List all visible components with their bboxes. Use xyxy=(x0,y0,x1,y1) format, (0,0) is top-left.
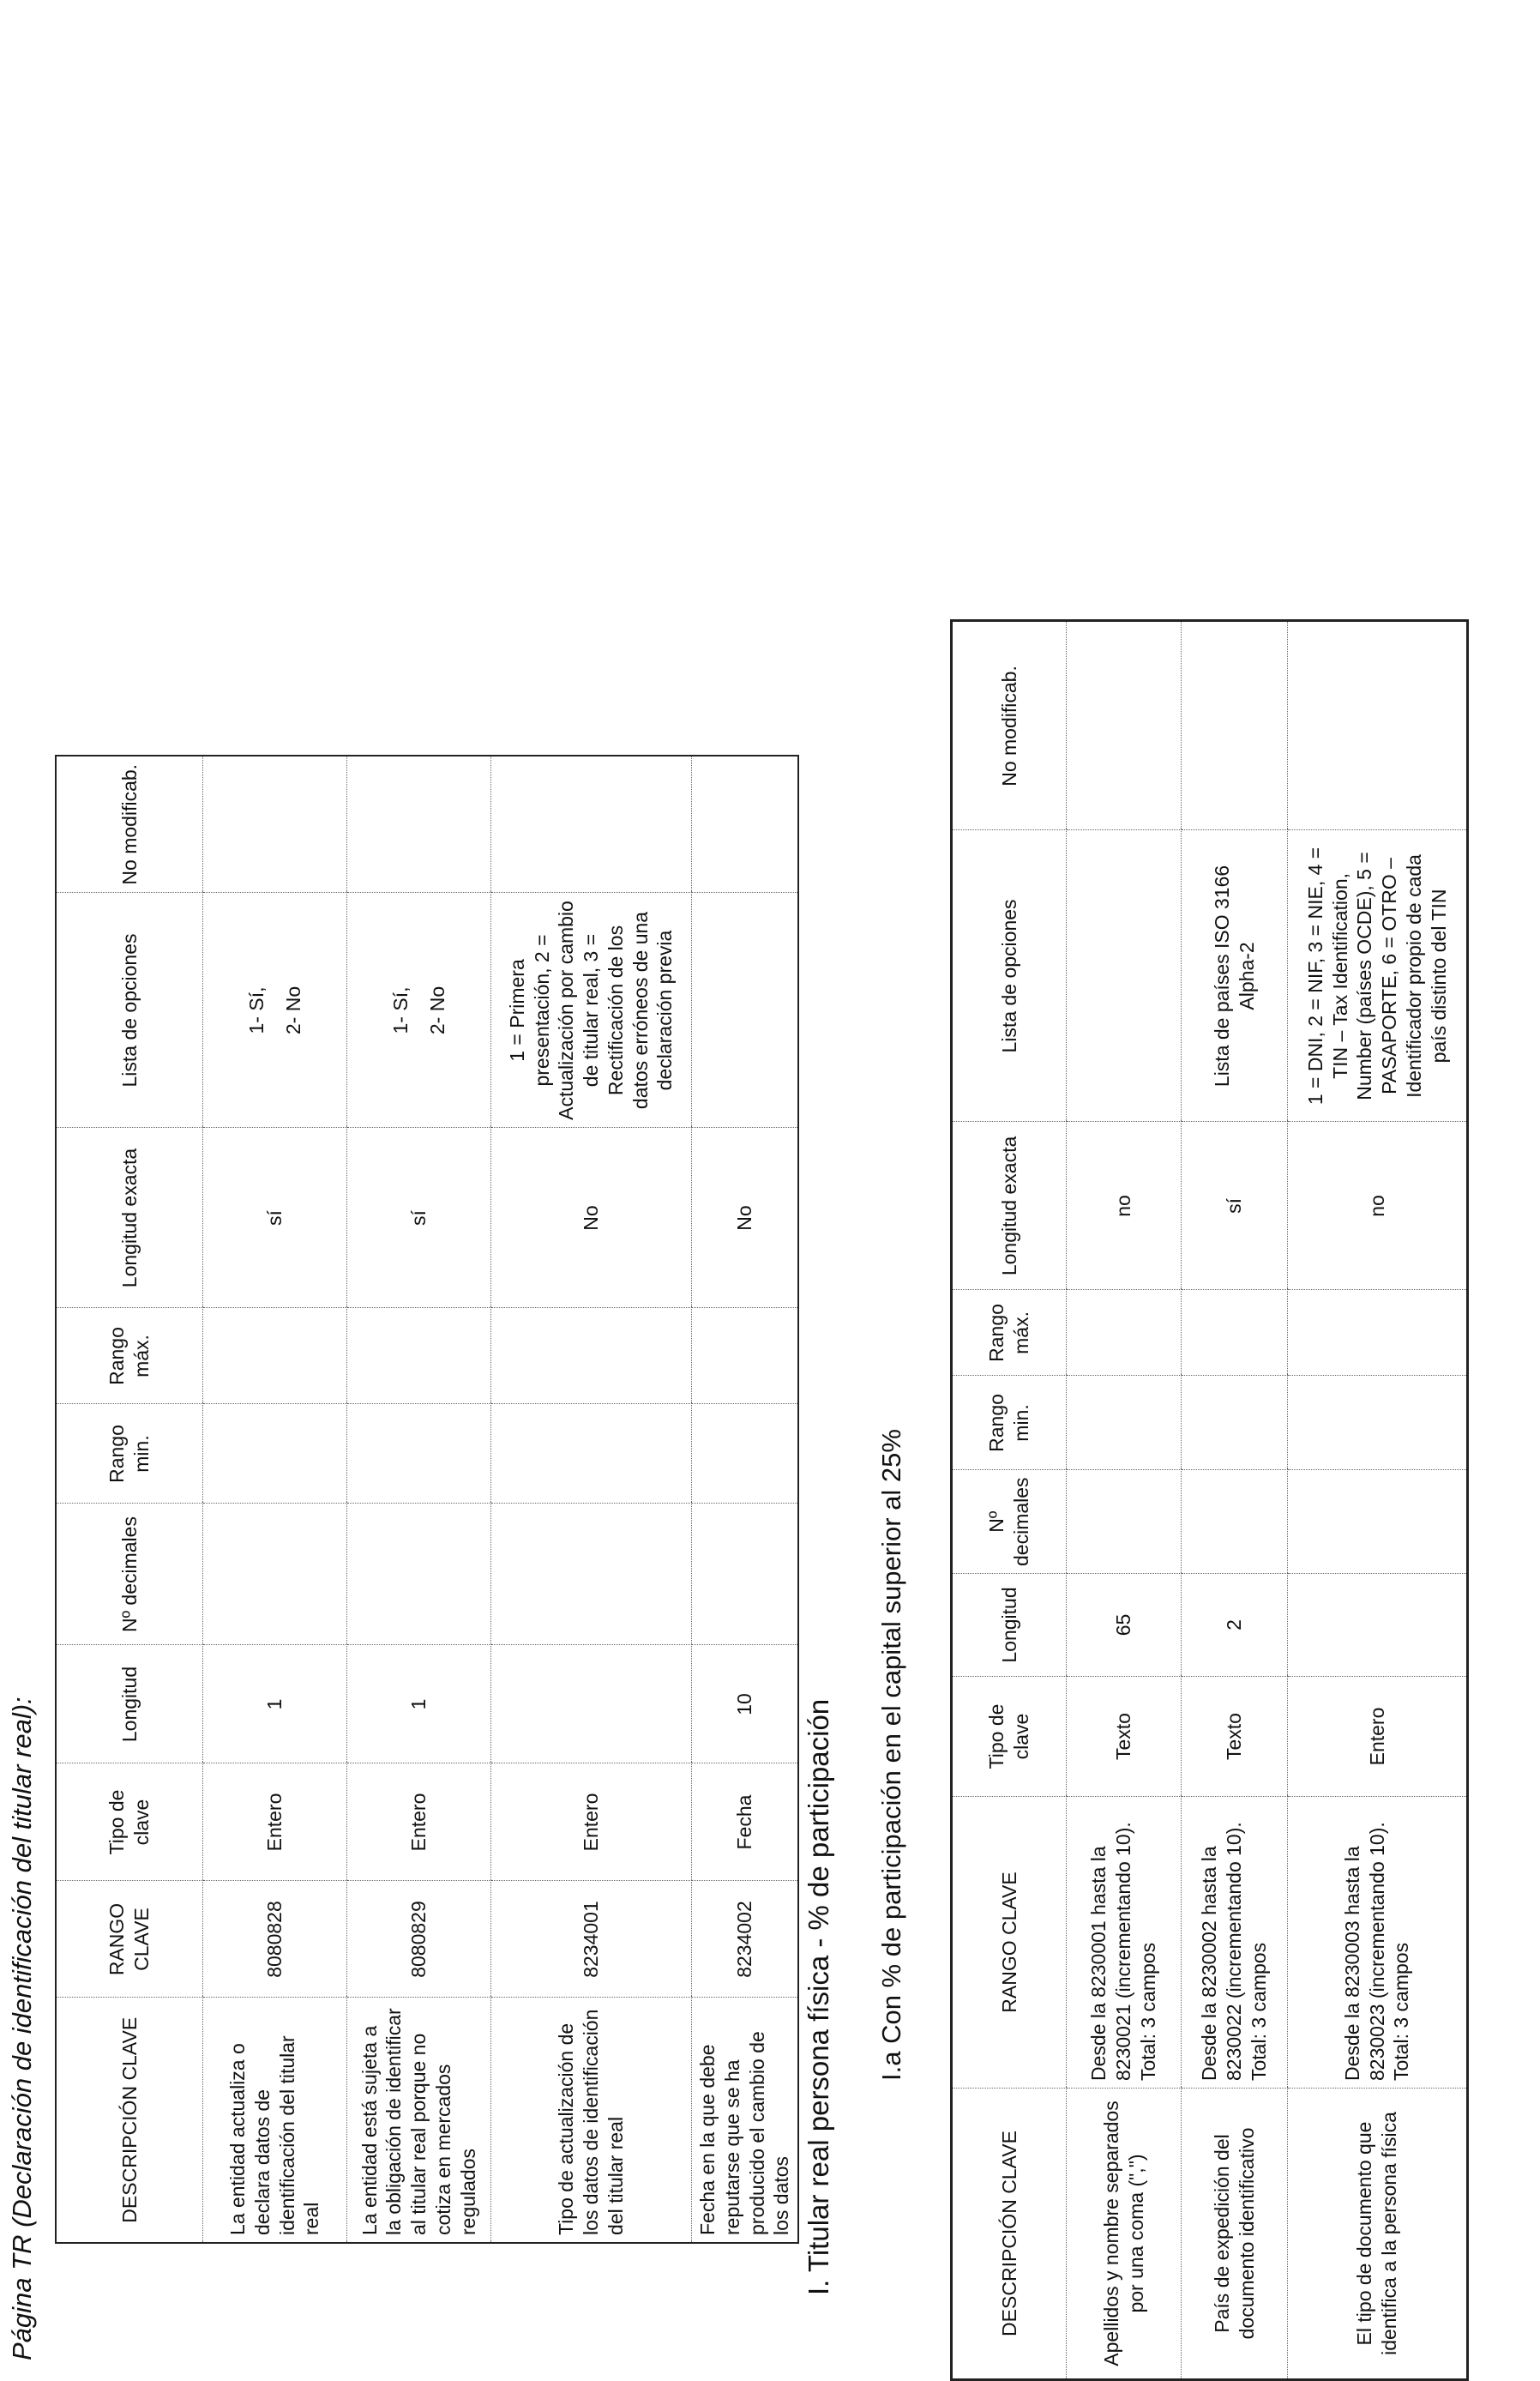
key-decimals xyxy=(1182,1470,1288,1574)
key-decimals xyxy=(692,1504,799,1645)
key-description: El tipo de documento que identifica a la persona física xyxy=(1288,2089,1468,2380)
key-range-min xyxy=(1182,1376,1288,1470)
key-range-min xyxy=(1067,1376,1182,1470)
key-range: Desde la 8230002 hasta la 8230022 (incrementando 10). Total: 3 campos xyxy=(1182,1797,1288,2089)
keys-table-tr xyxy=(55,755,799,2244)
column-header: Lista de opciones xyxy=(56,893,203,1128)
key-not-modifiable xyxy=(1288,621,1468,830)
key-not-modifiable xyxy=(491,756,692,893)
key-not-modifiable xyxy=(692,756,799,893)
key-range: 8234002 xyxy=(692,1881,799,1998)
key-not-modifiable xyxy=(1067,621,1182,830)
key-type: Texto xyxy=(1067,1677,1182,1797)
key-range-min xyxy=(491,1404,692,1504)
column-header: Rango máx. xyxy=(56,1308,203,1404)
key-range: 8234001 xyxy=(491,1881,692,1998)
table-header-row xyxy=(952,621,1067,2380)
table-row xyxy=(203,756,347,2243)
key-range-max xyxy=(1288,1290,1468,1376)
section-title: I. Titular real persona física - % de participación xyxy=(803,1698,834,2295)
key-length: 10 xyxy=(692,1645,799,1763)
column-header: Rango min. xyxy=(56,1404,203,1504)
column-header: Longitud xyxy=(56,1645,203,1763)
column-header: RANGO CLAVE xyxy=(56,1881,203,1998)
key-length xyxy=(1288,1574,1468,1677)
subsection-title: I.a Con % de participación en el capital superior al 25% xyxy=(876,1429,906,2081)
key-length: 1 xyxy=(203,1645,347,1763)
key-options: 1 = DNI, 2 = NIF, 3 = NIE, 4 = TIN – Tax Identification, Number (países OCDE), 5 = PASAPORTE, 6 = OTRO – Identificador propio de cada país distinto del TIN xyxy=(1288,830,1468,1122)
key-description: Tipo de actualización de los datos de identificación del titular real xyxy=(491,1998,692,2243)
key-type: Fecha xyxy=(692,1763,799,1881)
key-range-max xyxy=(491,1308,692,1404)
column-header: Rango máx. xyxy=(952,1290,1067,1376)
key-range-max xyxy=(1067,1290,1182,1376)
key-range: Desde la 8230001 hasta la 8230021 (incrementando 10). Total: 3 campos xyxy=(1067,1797,1182,2089)
key-exact-length: sí xyxy=(203,1128,347,1308)
key-options xyxy=(692,893,799,1128)
column-header: Nº decimales xyxy=(56,1504,203,1645)
key-range: 8080828 xyxy=(203,1881,347,1998)
column-header: Tipo de clave xyxy=(952,1677,1067,1797)
option-item: 2- No xyxy=(425,986,448,1035)
key-not-modifiable xyxy=(1182,621,1288,830)
key-decimals xyxy=(491,1504,692,1645)
page-title: Página TR (Declaración de identificación del titular real): xyxy=(7,1697,37,2360)
key-length: 2 xyxy=(1182,1574,1288,1677)
column-header: Nº decimales xyxy=(952,1470,1067,1574)
column-header: Longitud exacta xyxy=(952,1122,1067,1290)
column-header: Longitud xyxy=(952,1574,1067,1677)
column-header: No modificab. xyxy=(56,756,203,893)
column-header: Tipo de clave xyxy=(56,1763,203,1881)
table-row xyxy=(491,756,692,2243)
key-exact-length: sí xyxy=(347,1128,491,1308)
key-description: País de expedición del documento identificativo xyxy=(1182,2089,1288,2380)
table-row xyxy=(347,756,491,2243)
key-exact-length: sí xyxy=(1182,1122,1288,1290)
key-not-modifiable xyxy=(347,756,491,893)
column-header: Longitud exacta xyxy=(56,1128,203,1308)
option-item: 2- No xyxy=(281,986,304,1035)
table-row xyxy=(1182,621,1288,2380)
key-decimals xyxy=(1288,1470,1468,1574)
column-header: RANGO CLAVE xyxy=(952,1797,1067,2089)
key-options xyxy=(203,893,347,1128)
column-header: No modificab. xyxy=(952,621,1067,830)
key-options xyxy=(347,893,491,1128)
table-row xyxy=(1288,621,1468,2380)
key-length: 1 xyxy=(347,1645,491,1763)
keys-table-titular-real xyxy=(950,619,1469,2381)
key-description: Apellidos y nombre separados por una coma (",") xyxy=(1067,2089,1182,2380)
key-range-min xyxy=(347,1404,491,1504)
column-header: Rango min. xyxy=(952,1376,1067,1470)
key-decimals xyxy=(203,1504,347,1645)
key-description: La entidad actualiza o declara datos de identificación del titular real xyxy=(203,1998,347,2243)
key-options: Lista de países ISO 3166 Alpha-2 xyxy=(1182,830,1288,1122)
key-options xyxy=(1067,830,1182,1122)
key-range-max xyxy=(1182,1290,1288,1376)
key-type: Entero xyxy=(491,1763,692,1881)
key-range: Desde la 8230003 hasta la 8230023 (incrementando 10). Total: 3 campos xyxy=(1288,1797,1468,2089)
key-decimals xyxy=(1067,1470,1182,1574)
key-type: Entero xyxy=(203,1763,347,1881)
key-options: 1 = Primera presentación, 2 = Actualización por cambio de titular real, 3 = Rectificación de los datos erróneos de una declaración previa xyxy=(491,893,692,1128)
column-header: DESCRIPCIÓN CLAVE xyxy=(952,2089,1067,2380)
table-header-row xyxy=(56,756,203,2243)
option-item: 1- Sí, xyxy=(244,986,268,1034)
option-item: 1- Sí, xyxy=(388,986,412,1034)
key-range-min xyxy=(1288,1376,1468,1470)
key-exact-length: No xyxy=(491,1128,692,1308)
key-exact-length: No xyxy=(692,1128,799,1308)
table-row xyxy=(1067,621,1182,2380)
key-exact-length: no xyxy=(1288,1122,1468,1290)
key-range-max xyxy=(692,1308,799,1404)
key-description: Fecha en la que debe reputarse que se ha producido el cambio de los datos xyxy=(692,1998,799,2243)
key-range-max xyxy=(203,1308,347,1404)
key-range-max xyxy=(347,1308,491,1404)
key-type: Entero xyxy=(1288,1677,1468,1797)
column-header: Lista de opciones xyxy=(952,830,1067,1122)
key-range-min xyxy=(203,1404,347,1504)
key-length xyxy=(491,1645,692,1763)
key-range: 8080829 xyxy=(347,1881,491,1998)
key-decimals xyxy=(347,1504,491,1645)
key-type: Texto xyxy=(1182,1677,1288,1797)
key-exact-length: no xyxy=(1067,1122,1182,1290)
key-description: La entidad está sujeta a la obligación de identificar al titular real porque no cotiza en mercados regulados xyxy=(347,1998,491,2243)
key-type: Entero xyxy=(347,1763,491,1881)
table-row xyxy=(692,756,799,2243)
column-header: DESCRIPCIÓN CLAVE xyxy=(56,1998,203,2243)
key-range-min xyxy=(692,1404,799,1504)
key-not-modifiable xyxy=(203,756,347,893)
key-length: 65 xyxy=(1067,1574,1182,1677)
